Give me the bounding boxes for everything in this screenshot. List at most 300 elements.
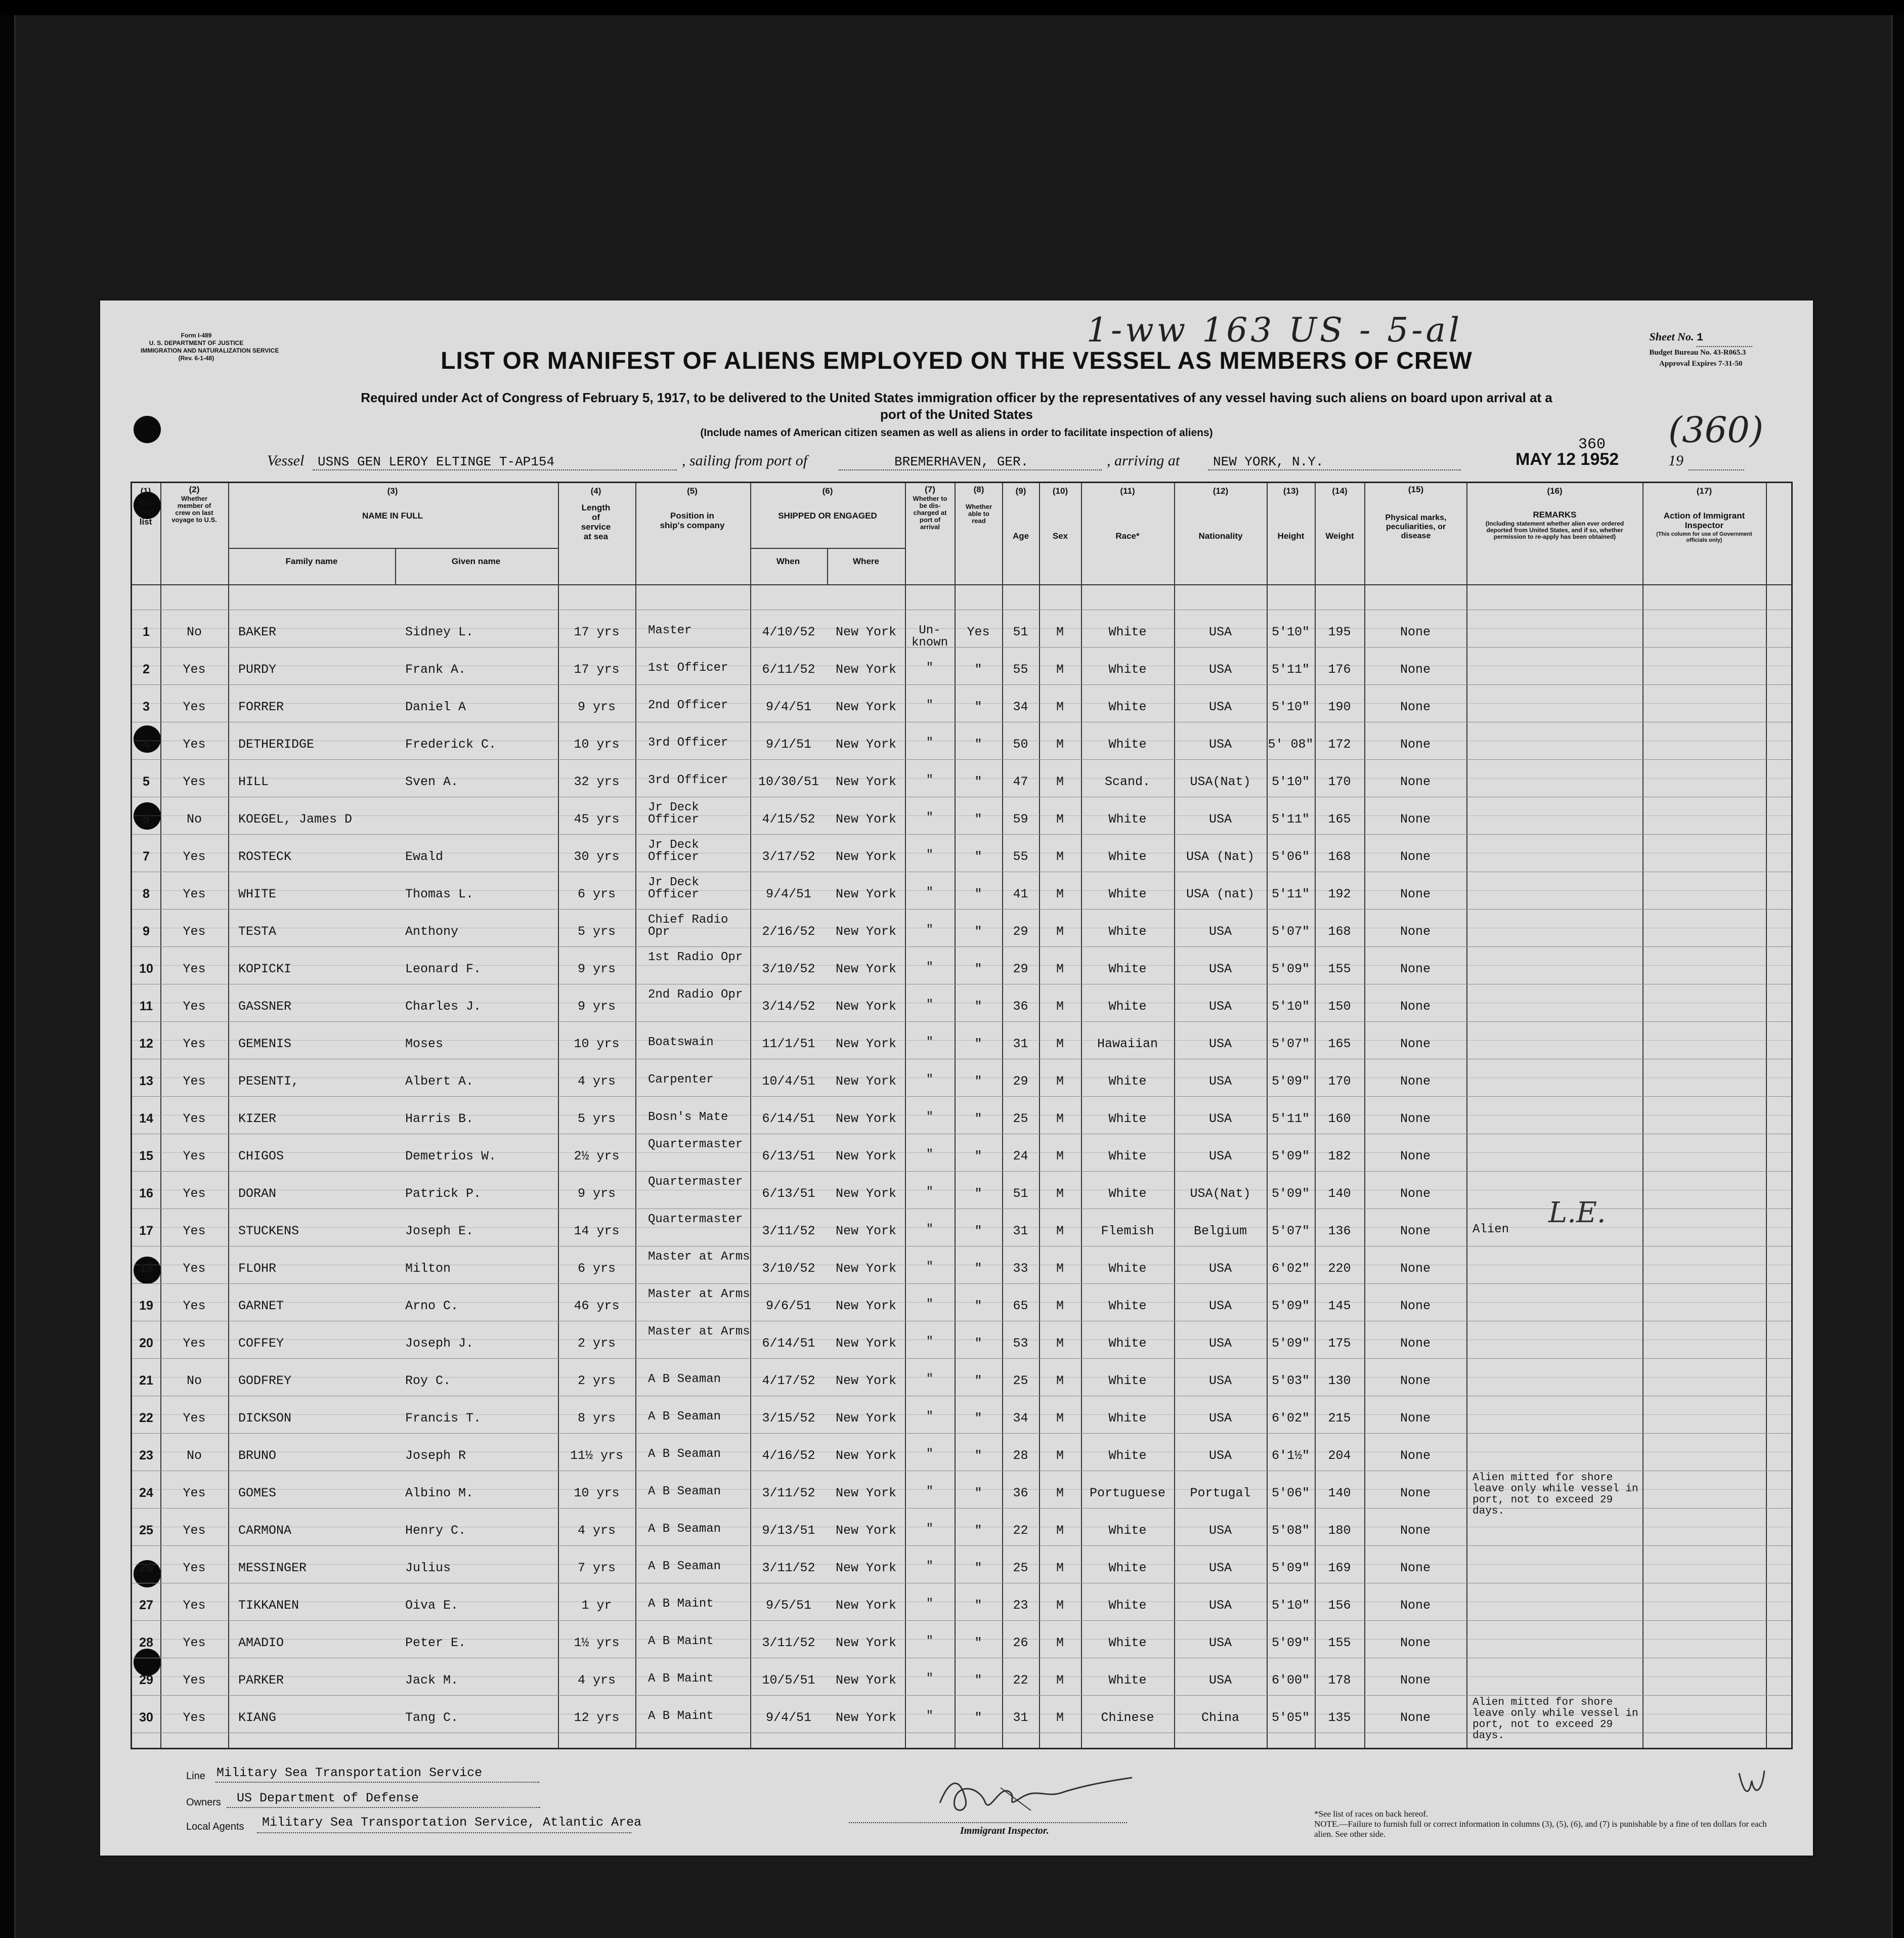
cell-position: Master at Arms [648,1250,750,1264]
cell-marks: None [1400,1635,1431,1650]
col-12-header: (12) Nationality [1198,486,1243,541]
cell-when: 10/4/51 [762,1074,815,1089]
cell-height: 5'09" [1271,962,1310,976]
cell-position: Master at Arms [648,1287,750,1301]
cell-given: Jack M. [405,1673,459,1688]
cell-sex: M [1056,962,1064,976]
owners-value: US Department of Defense [237,1791,419,1805]
cell-given: Francis T. [405,1411,482,1426]
cell-nationality: USA [1208,1111,1232,1126]
cell-read: " [974,1710,982,1725]
cell-where: New York [835,774,897,789]
cell-read: " [974,1411,982,1426]
cell-remarks: Alien mitted for shore leave only while vessel in port, not to exceed 29 days. [1473,1472,1638,1517]
cell-when: 4/10/52 [762,625,815,639]
cell-last: Yes [183,849,206,864]
page-title: LIST OR MANIFEST OF ALIENS EMPLOYED ON THE VESSEL AS MEMBERS OF CREW [441,348,1473,374]
cell-marks: None [1400,1373,1431,1388]
cell-where: New York [835,812,897,827]
cell-nationality: USA [1208,1149,1232,1164]
cell-family: KOEGEL, James D [238,812,353,827]
vessel-label: Vessel [267,452,305,469]
cell-family: DICKSON [238,1411,292,1426]
cell-discharge: " [926,848,934,862]
cell-discharge: " [926,1372,934,1386]
col-9-header: (9) Age [1012,486,1029,541]
cell-last: Yes [183,1523,206,1538]
cell-given: Henry C. [405,1523,466,1538]
cell-no: 6 [143,812,150,826]
cell-service: 32 yrs [574,774,620,789]
cell-where: New York [835,1261,897,1276]
cell-given: Daniel A [405,700,466,714]
cell-read: Yes [967,625,990,639]
cell-sex: M [1056,625,1064,639]
cell-age: 51 [1013,1186,1028,1201]
cell-age: 50 [1013,737,1028,752]
cell-no: 24 [139,1486,153,1500]
cell-service: 14 yrs [574,1224,620,1238]
cell-family: FLOHR [238,1261,277,1276]
cell-sex: M [1056,1673,1064,1688]
cell-family: AMADIO [238,1635,284,1650]
cell-last: Yes [183,1299,206,1313]
cell-marks: None [1400,1111,1431,1126]
cell-discharge: " [926,811,934,825]
cell-sex: M [1056,1448,1064,1463]
cell-service: 1½ yrs [574,1635,620,1650]
cell-nationality: USA [1208,700,1232,714]
col-10-header: (10) Sex [1052,486,1068,541]
cell-nationality: China [1201,1710,1239,1725]
cell-race: Portuguese [1089,1486,1166,1500]
cell-height: 5'09" [1271,1561,1310,1575]
cell-race: White [1108,1261,1147,1276]
cell-when: 3/10/52 [762,962,815,976]
cell-sex: M [1056,1486,1064,1500]
cell-where: New York [835,849,897,864]
cell-nationality: USA [1208,999,1232,1014]
col-15-header: (15) Physical marks, peculiarities, or disease [1385,485,1447,540]
cell-sex: M [1056,1149,1064,1164]
col-2-header: (2) Whether member of crew on last voyage to U.S. [171,485,217,524]
col-8-header: (8) Whether able to read [966,485,992,525]
cell-discharge: " [926,1634,934,1648]
cell-family: GODFREY [238,1373,292,1388]
cell-given: Patrick P. [405,1186,482,1201]
cell-read: " [974,1299,982,1313]
cell-given: Frank A. [405,662,466,677]
cell-marks: None [1400,1299,1431,1313]
cell-service: 4 yrs [577,1074,616,1089]
inspector-signature [930,1768,1142,1818]
cell-read: " [974,999,982,1014]
cell-race: White [1108,1186,1147,1201]
cell-no: 28 [139,1635,153,1650]
sheet-number: 1 [1697,330,1752,347]
cell-given: Joseph R [405,1448,466,1463]
cell-last: Yes [183,1486,206,1500]
cell-marks: None [1400,887,1431,901]
cell-service: 17 yrs [574,662,620,677]
cell-discharge: " [926,661,934,675]
cell-height: 5'07" [1271,1037,1310,1051]
cell-when: 6/11/52 [762,662,815,677]
handwritten-initials: L.E. [1548,1196,1606,1229]
cell-when: 11/1/51 [762,1037,815,1051]
cell-position: 2nd Radio Opr [648,988,743,1002]
cell-marks: None [1400,924,1431,939]
cell-service: 6 yrs [577,887,616,901]
cell-read: " [974,700,982,714]
cell-when: 6/14/51 [762,1336,815,1351]
cell-position: 1st Officer [648,661,728,675]
cell-nationality: Belgium [1193,1224,1247,1238]
cell-marks: None [1400,1261,1431,1276]
cell-sex: M [1056,1710,1064,1725]
cell-race: White [1108,737,1147,752]
cell-weight: 168 [1328,849,1351,864]
cell-family: ROSTECK [238,849,292,864]
cell-discharge: " [926,1410,934,1424]
cell-family: BRUNO [238,1448,277,1463]
cell-when: 3/15/52 [762,1411,815,1426]
cell-marks: None [1400,1710,1431,1725]
cell-marks: None [1400,1598,1431,1613]
cell-where: New York [835,1224,897,1238]
cell-age: 51 [1013,625,1028,639]
cell-when: 9/4/51 [765,1710,811,1725]
cell-race: White [1108,1299,1147,1313]
cell-weight: 160 [1328,1111,1351,1126]
cell-race: White [1108,1523,1147,1538]
cell-service: 9 yrs [577,700,616,714]
cell-weight: 172 [1328,737,1351,752]
cell-where: New York [835,1149,897,1164]
requirement-subtext: (Include names of American citizen seamen as well as aliens in order to facilitate inspection of aliens) [700,427,1213,439]
cell-where: New York [835,1336,897,1351]
cell-height: 5'03" [1271,1373,1310,1388]
cell-sex: M [1056,1074,1064,1089]
cell-weight: 140 [1328,1186,1351,1201]
cell-no: 17 [139,1224,153,1238]
cell-discharge: " [926,1110,934,1124]
cell-given: Albert A. [405,1074,474,1089]
cell-last: Yes [183,662,206,677]
cell-age: 25 [1013,1561,1028,1575]
cell-read: " [974,1598,982,1613]
sailing-label: , sailing from port of [682,452,808,469]
cell-position: Quartermaster [648,1175,743,1189]
cell-race: White [1108,1111,1147,1126]
cell-where: New York [835,1448,897,1463]
cell-age: 22 [1013,1523,1028,1538]
budget-bureau: Budget Bureau No. 43-R065.3 [1649,349,1746,357]
cell-height: 5'09" [1271,1186,1310,1201]
cell-discharge: " [926,1298,934,1311]
cell-given: Julius [405,1561,451,1575]
cell-when: 3/11/52 [762,1561,815,1575]
cell-discharge: " [926,1672,934,1686]
cell-height: 5'10" [1271,999,1310,1014]
cell-weight: 168 [1328,924,1351,939]
cell-no: 22 [139,1411,153,1425]
cell-nationality: USA [1208,1561,1232,1575]
cell-family: COFFEY [238,1336,284,1351]
cell-height: 5'09" [1271,1074,1310,1089]
cell-when: 9/4/51 [765,700,811,714]
col-3-header: (3) NAME IN FULL [362,486,423,521]
cell-position: Carpenter [648,1073,714,1087]
approval-expires: Approval Expires 7-31-50 [1659,360,1743,368]
handwritten-number: (360) [1668,409,1764,451]
cell-family: TIKKANEN [238,1598,299,1613]
cell-sex: M [1056,999,1064,1014]
cell-weight: 165 [1328,812,1351,827]
cell-where: New York [835,1186,897,1201]
cell-weight: 195 [1328,625,1351,639]
cell-sex: M [1056,1261,1064,1276]
cell-service: 4 yrs [577,1523,616,1538]
cell-age: 29 [1013,924,1028,939]
cell-age: 65 [1013,1299,1028,1313]
cell-when: 9/1/51 [765,737,811,752]
cell-position: Master [648,624,692,637]
cell-race: White [1108,812,1147,827]
cell-service: 30 yrs [574,849,620,864]
when-header: When [776,556,800,566]
cell-service: 7 yrs [577,1561,616,1575]
cell-nationality: USA [1208,662,1232,677]
cell-marks: None [1400,1486,1431,1500]
cell-service: 9 yrs [577,999,616,1014]
cell-where: New York [835,1635,897,1650]
cell-when: 10/5/51 [762,1673,815,1688]
cell-weight: 220 [1328,1261,1351,1276]
cell-family: TESTA [238,924,277,939]
cell-age: 26 [1013,1635,1028,1650]
cell-weight: 192 [1328,887,1351,901]
cell-read: " [974,1111,982,1126]
cell-when: 4/17/52 [762,1373,815,1388]
cell-sex: M [1056,774,1064,789]
cell-age: 31 [1013,1037,1028,1051]
cell-height: 5'06" [1271,849,1310,864]
cell-race: White [1108,662,1147,677]
cell-given: Sidney L. [405,625,474,639]
cell-discharge: " [926,886,934,899]
cell-discharge: " [926,998,934,1012]
cell-race: White [1108,1561,1147,1575]
cell-sex: M [1056,1561,1064,1575]
given-name-header: Given name [451,556,501,566]
manifest-page [100,300,1813,1856]
cell-discharge: " [926,699,934,712]
cell-height: 5'11" [1271,1111,1310,1126]
cell-position: A B Seaman [648,1447,721,1461]
cell-height: 5' 08" [1268,737,1314,752]
cell-nationality: USA [1208,737,1232,752]
cell-read: " [974,1261,982,1276]
cell-given: Frederick C. [405,737,497,752]
cell-height: 5'10" [1271,774,1310,789]
date-stamp: MAY 12 1952 [1516,450,1619,469]
cell-no: 29 [139,1673,153,1687]
cell-height: 6'00" [1271,1673,1310,1688]
cell-weight: 175 [1328,1336,1351,1351]
cell-nationality: USA [1208,1673,1232,1688]
cell-height: 6'02" [1271,1261,1310,1276]
cell-read: " [974,962,982,976]
cell-race: White [1108,924,1147,939]
cell-age: 33 [1013,1261,1028,1276]
cell-height: 5'09" [1271,1149,1310,1164]
cell-position: Jr Deck Officer [648,801,699,827]
cell-age: 41 [1013,887,1028,901]
cell-sex: M [1056,1037,1064,1051]
cell-age: 53 [1013,1336,1028,1351]
cell-weight: 150 [1328,999,1351,1014]
cell-remarks: Alien mitted for shore leave only while vessel in port, not to exceed 29 days. [1473,1697,1638,1742]
cell-weight: 140 [1328,1486,1351,1500]
cell-given: Tang C. [405,1710,459,1725]
cell-last: Yes [183,1037,206,1051]
cell-given: Leonard F. [405,962,482,976]
cell-read: " [974,1635,982,1650]
cell-height: 5'09" [1271,1299,1310,1313]
cell-position: Quartermaster [648,1213,743,1226]
sheet-label: Sheet No. [1649,330,1694,343]
cell-no: 11 [139,999,153,1013]
cell-discharge: Un- known [911,624,948,650]
cell-nationality: USA [1208,1037,1232,1051]
cell-last: Yes [183,1224,206,1238]
agents-label: Local Agents [186,1821,244,1832]
cell-given: Charles J. [405,999,482,1014]
cell-sex: M [1056,812,1064,827]
line-label: Line [186,1771,205,1782]
sailing-port: BREMERHAVEN, GER. [894,454,1029,469]
cell-where: New York [835,700,897,714]
cell-age: 31 [1013,1710,1028,1725]
cell-family: KOPICKI [238,962,292,976]
cell-race: White [1108,1149,1147,1164]
footer-notes [1314,1809,1769,1839]
cell-no: 15 [139,1149,153,1163]
cell-race: White [1108,962,1147,976]
cell-marks: None [1400,1224,1431,1238]
cell-discharge: " [926,1447,934,1461]
cell-last: Yes [183,737,206,752]
cell-marks: None [1400,849,1431,864]
cell-marks: None [1400,1523,1431,1538]
cell-weight: 135 [1328,1710,1351,1725]
cell-sex: M [1056,887,1064,901]
cell-discharge: " [926,923,934,937]
cell-age: 55 [1013,849,1028,864]
cell-nationality: USA [1208,1523,1232,1538]
cell-where: New York [835,962,897,976]
cell-last: Yes [183,1074,206,1089]
cell-family: PARKER [238,1673,284,1688]
cell-nationality: USA [1208,962,1232,976]
cell-given: Harris B. [405,1111,474,1126]
cell-height: 5'07" [1271,924,1310,939]
cell-discharge: " [926,1223,934,1236]
cell-weight: 178 [1328,1673,1351,1688]
cell-when: 3/11/52 [762,1224,815,1238]
cell-sex: M [1056,1299,1064,1313]
cell-read: " [974,774,982,789]
cell-no: 25 [139,1523,153,1537]
cell-race: Hawaiian [1097,1037,1158,1051]
cell-race: White [1108,999,1147,1014]
cell-position: A B Seaman [648,1410,721,1424]
form-number: Form I-489 [181,332,212,339]
cell-nationality: USA [1208,1261,1232,1276]
cell-family: BAKER [238,625,277,639]
cell-no: 1 [143,625,150,639]
fine-note: NOTE.—Failure to furnish full or correct information in columns (3), (5), (6), and (7) is punishable by a fine of ten dollars for each alien. See other side. [1314,1819,1767,1839]
col-4-header: (4) Length of service at sea [581,486,611,541]
cell-when: 3/11/52 [762,1635,815,1650]
cell-discharge: " [926,1522,934,1536]
cell-family: HILL [238,774,269,789]
cell-weight: 215 [1328,1411,1351,1426]
cell-when: 10/30/51 [758,774,819,789]
cell-race: White [1108,1673,1147,1688]
requirement-text [100,390,1813,423]
cell-family: GASSNER [238,999,292,1014]
handwritten-mark [1734,1765,1769,1808]
cell-sex: M [1056,1598,1064,1613]
cell-height: 5'10" [1271,625,1310,639]
cell-nationality: USA (Nat) [1186,849,1255,864]
cell-read: " [974,1336,982,1351]
scan-top-edge [0,0,1904,15]
cell-when: 3/10/52 [762,1261,815,1276]
cell-sex: M [1056,1635,1064,1650]
cell-position: Jr Deck Officer [648,838,699,864]
cell-given: Oiva E. [405,1598,459,1613]
cell-when: 2/16/52 [762,924,815,939]
cell-read: " [974,1373,982,1388]
cell-where: New York [835,999,897,1014]
cell-position: A B Seaman [648,1372,721,1386]
cell-when: 9/4/51 [765,887,811,901]
cell-no: 4 [143,737,150,751]
cell-height: 6'02" [1271,1411,1310,1426]
cell-discharge: " [926,1560,934,1573]
cell-position: A B Maint [648,1672,714,1686]
cell-age: 59 [1013,812,1028,827]
col-17-header: (17) Action of Immigrant Inspector (This column for use of Government officials only) [1656,486,1752,543]
cell-given: Albino M. [405,1486,474,1500]
cell-service: 9 yrs [577,962,616,976]
cell-age: 25 [1013,1111,1028,1126]
cell-height: 5'11" [1271,662,1310,677]
cell-last: No [186,1373,202,1388]
cell-last: Yes [183,999,206,1014]
cell-where: New York [835,625,897,639]
cell-weight: 180 [1328,1523,1351,1538]
cell-last: Yes [183,1261,206,1276]
cell-when: 4/15/52 [762,812,815,827]
cell-age: 22 [1013,1673,1028,1688]
cell-where: New York [835,1598,897,1613]
cell-when: 9/5/51 [765,1598,811,1613]
cell-service: 4 yrs [577,1673,616,1688]
